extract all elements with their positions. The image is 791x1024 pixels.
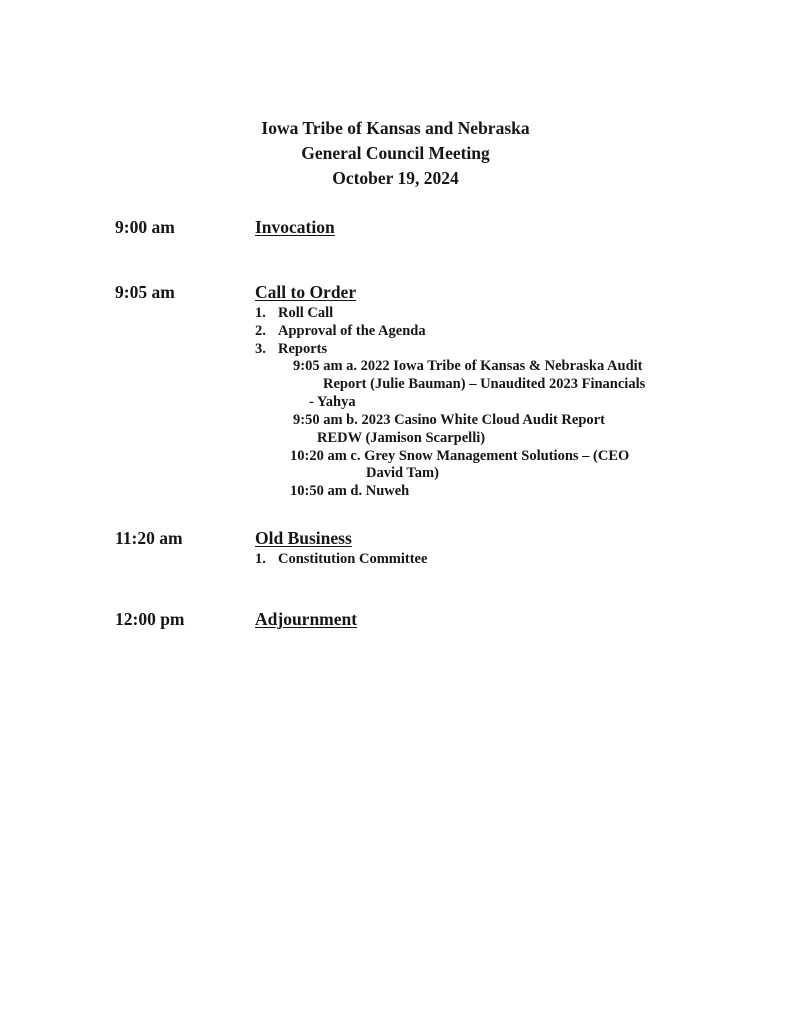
document-title: Iowa Tribe of Kansas and Nebraska <box>261 118 530 138</box>
agenda-heading-invocation: Invocation <box>255 217 335 237</box>
list-item-roll-call <box>255 304 705 322</box>
agenda-time-call-to-order: 9:05 am <box>115 282 175 302</box>
report-item-b-line-1: 9:50 am b. 2023 Casino White Cloud Audit Report <box>293 411 605 428</box>
list-item-label: Roll Call <box>278 305 334 321</box>
list-item-label: Approval of the Agenda <box>278 323 426 339</box>
agenda-content-adjournment <box>255 608 705 631</box>
document-title-block <box>0 116 791 191</box>
list-item-reports <box>255 340 705 358</box>
report-item-b-line-2: REDW (Jamison Scarpelli) <box>317 429 486 446</box>
list-item-number: 2. <box>255 323 266 339</box>
list-item-approval-agenda <box>255 322 705 340</box>
agenda-content-invocation <box>255 216 705 239</box>
agenda-content-call-to-order <box>255 281 705 501</box>
agenda-time-adjournment: 12:00 pm <box>115 609 185 629</box>
report-item-c-line-1: 10:20 am c. Grey Snow Management Solutions – (CEO <box>290 447 630 464</box>
document-subtitle: General Council Meeting <box>301 143 490 163</box>
agenda-heading-adjournment: Adjournment <box>255 609 358 629</box>
report-item-a-line-3: - Yahya <box>309 393 356 410</box>
list-item-label: Reports <box>278 341 328 357</box>
list-item-label: Constitution Committee <box>278 551 428 567</box>
report-item-c-line-2: David Tam) <box>366 465 439 482</box>
agenda-heading-call-to-order: Call to Order <box>255 282 357 302</box>
list-item-number: 1. <box>255 305 266 321</box>
report-item-d-line-1: 10:50 am d. Nuweh <box>290 483 410 500</box>
list-item-constitution-committee <box>255 550 705 568</box>
agenda-time-old-business: 11:20 am <box>115 528 183 548</box>
agenda-content-old-business <box>255 527 705 568</box>
document-date: October 19, 2024 <box>332 168 459 188</box>
list-item-number: 1. <box>255 551 266 567</box>
list-item-number: 3. <box>255 341 266 357</box>
agenda-time-invocation: 9:00 am <box>115 217 175 237</box>
agenda-heading-old-business: Old Business <box>255 528 352 548</box>
report-item-a-line-1: 9:05 am a. 2022 Iowa Tribe of Kansas & Nebraska Audit <box>293 358 643 374</box>
report-item-a-line-2: Report (Julie Bauman) – Unaudited 2023 Financials <box>323 375 646 392</box>
